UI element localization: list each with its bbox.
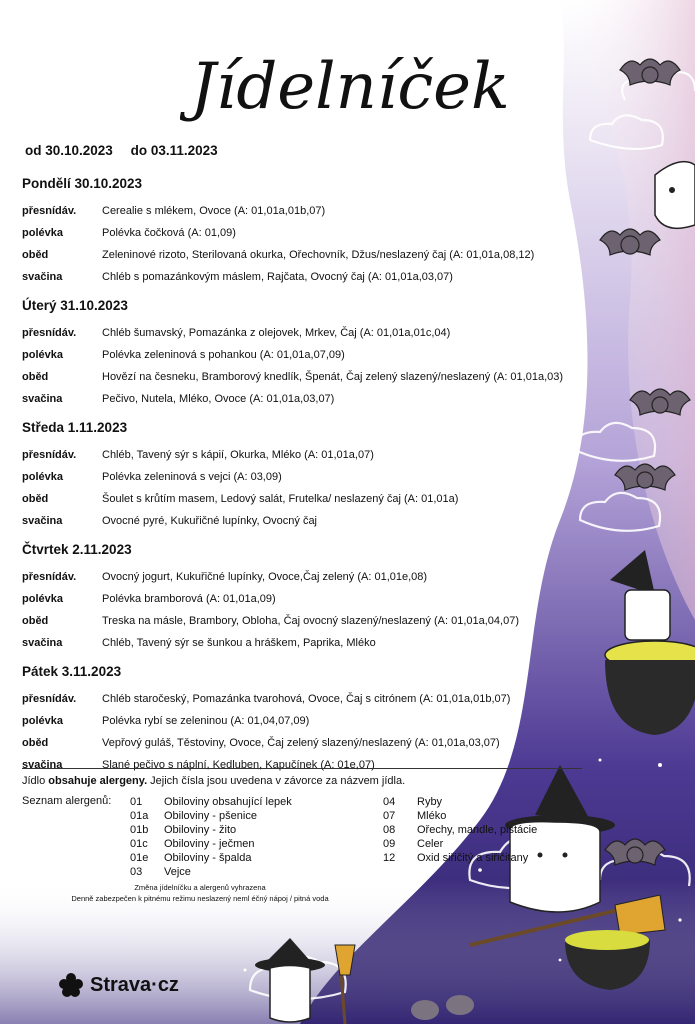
allergen-item — [383, 809, 603, 823]
meal-row — [22, 466, 622, 488]
day-title: Pátek 3.11.2023 — [22, 664, 122, 679]
strava-logo — [58, 970, 179, 1000]
meal-text: Ovocný jogurt, Kukuřičné lupínky, Ovoce,Čaj zelený (A: 01,01e,08) — [102, 571, 428, 583]
meal-label: svačina — [22, 393, 63, 405]
allergen-name: Obiloviny - žito — [164, 824, 237, 836]
allergen-code: 01c — [130, 838, 148, 850]
meal-label: oběd — [22, 493, 49, 505]
allergen-code: 04 — [383, 796, 396, 808]
meal-label: přesnídáv. — [22, 693, 77, 705]
meal-text: Treska na másle, Brambory, Obloha, Čaj ovocný slazený/neslazený (A: 01,01a,04,07) — [102, 615, 519, 627]
allergen-column-2 — [383, 795, 603, 865]
allergen-code: 12 — [383, 852, 396, 864]
date-from: od 30.10.2023 — [25, 143, 113, 158]
allergen-list-label: Seznam alergenů: — [22, 795, 112, 807]
meal-label: oběd — [22, 249, 49, 261]
meal-text: Zeleninové rizoto, Sterilovaná okurka, Ořechovník, Džus/neslazený čaj (A: 01,01a,08,12) — [102, 249, 535, 261]
meal-text: Chléb, Tavený sýr s kápií, Okurka, Mléko (A: 01,01a,07) — [102, 449, 374, 461]
day-title: Úterý 31.10.2023 — [22, 298, 128, 313]
allergen-name: Ořechy, mandle, pistácie — [417, 824, 538, 836]
allergen-name: Obiloviny - pšenice — [164, 810, 257, 822]
meal-text: Ovocné pyré, Kukuřičné lupínky, Ovocný čaj — [102, 515, 318, 527]
meal-row — [22, 244, 622, 266]
date-to: do 03.11.2023 — [130, 143, 218, 158]
meal-label: oběd — [22, 737, 49, 749]
meal-text: Hovězí na česneku, Bramborový knedlík, Špenát, Čaj zelený slazený/neslazený (A: 01,01a,03) — [102, 371, 564, 383]
meal-label: polévka — [22, 349, 63, 361]
allergen-name: Ryby — [417, 796, 443, 808]
day-section — [22, 416, 622, 532]
meal-row — [22, 366, 622, 388]
meal-label: přesnídáv. — [22, 571, 77, 583]
allergen-note-prefix: Jídlo — [22, 775, 49, 787]
meal-text: Polévka zeleninová s pohankou (A: 01,01a,07,09) — [102, 349, 345, 361]
meal-text: Polévka zeleninová s vejci (A: 03,09) — [102, 471, 282, 483]
allergen-item — [130, 795, 390, 809]
allergen-name: Oxid siřičitý a siřičitany — [417, 852, 529, 864]
allergen-item — [130, 809, 390, 823]
allergen-item — [130, 823, 390, 837]
allergen-code: 09 — [383, 838, 396, 850]
allergen-name: Obiloviny - ječmen — [164, 838, 255, 850]
allergen-name: Vejce — [164, 866, 191, 878]
meal-row — [22, 344, 622, 366]
meal-row — [22, 632, 622, 654]
allergen-note-bold: obsahuje alergeny. — [48, 775, 148, 787]
meal-label: svačina — [22, 759, 63, 771]
allergen-name: Obiloviny - špalda — [164, 852, 252, 864]
meal-label: svačina — [22, 271, 63, 283]
allergen-item — [130, 865, 390, 879]
meal-row — [22, 510, 622, 532]
allergen-item — [130, 837, 390, 851]
allergen-item — [383, 851, 603, 865]
allergen-code: 08 — [383, 824, 396, 836]
meal-text: Chléb, Tavený sýr se šunkou a hráškem, Paprika, Mléko — [102, 637, 376, 649]
day-title: Středa 1.11.2023 — [22, 420, 128, 435]
allergen-code: 03 — [130, 866, 143, 878]
meal-row — [22, 322, 622, 344]
day-section — [22, 538, 622, 654]
meal-label: oběd — [22, 371, 49, 383]
meal-row — [22, 566, 622, 588]
meal-text: Polévka rybí se zeleninou (A: 01,04,07,09) — [102, 715, 310, 727]
meal-row — [22, 444, 622, 466]
meal-label: svačina — [22, 515, 63, 527]
meal-text: Polévka bramborová (A: 01,01a,09) — [102, 593, 276, 605]
divider — [22, 768, 582, 769]
meal-text: Vepřový guláš, Těstoviny, Ovoce, Čaj zelený slazený/neslazený (A: 01,01a,03,07) — [102, 737, 500, 749]
meal-label: polévka — [22, 593, 63, 605]
allergen-item — [383, 823, 603, 837]
meal-label: oběd — [22, 615, 49, 627]
allergen-item — [383, 837, 603, 851]
footnote-line-1: Změna jídelníčku a alergenů vyhrazena — [134, 883, 266, 892]
meal-label: polévka — [22, 227, 63, 239]
meal-row — [22, 222, 622, 244]
day-section — [22, 660, 622, 776]
allergen-code: 07 — [383, 810, 396, 822]
meal-row — [22, 754, 622, 776]
meal-label: přesnídáv. — [22, 449, 77, 461]
allergen-code: 01a — [130, 810, 149, 822]
footnote-line-2: Denně zabezpečen k pitnému režimu neslazený neml éčný nápoj / pitná voda — [71, 894, 329, 903]
date-range — [25, 143, 232, 158]
allergen-name: Celer — [417, 838, 444, 850]
paw-flower-icon — [58, 972, 84, 998]
meal-row — [22, 610, 622, 632]
meal-text: Cerealie s mlékem, Ovoce (A: 01,01a,01b,07) — [102, 205, 326, 217]
meal-row — [22, 732, 622, 754]
meal-row — [22, 266, 622, 288]
meal-row — [22, 688, 622, 710]
allergen-code: 01b — [130, 824, 149, 836]
allergen-code: 01 — [130, 796, 143, 808]
day-section — [22, 294, 622, 410]
meal-text: Slané pečivo s náplní, Kedluben, Kapučínek (A: 01e,07) — [102, 759, 375, 771]
allergen-code: 01e — [130, 852, 149, 864]
allergen-note — [22, 775, 405, 787]
allergen-name: Mléko — [417, 810, 447, 822]
page-title — [180, 30, 520, 150]
meal-row — [22, 710, 622, 732]
meal-text: Chléb šumavský, Pomazánka z olejovek, Mrkev, Čaj (A: 01,01a,01c,04) — [102, 327, 451, 339]
meal-row — [22, 488, 622, 510]
page-title-text: Jídelníček — [190, 50, 510, 124]
meal-label: svačina — [22, 637, 63, 649]
allergen-item — [383, 795, 603, 809]
day-section — [22, 172, 622, 288]
allergen-name: Obiloviny obsahující lepek — [164, 796, 292, 808]
meal-text: Chléb s pomazánkovým máslem, Rajčata, Ovocný čaj (A: 01,01a,03,07) — [102, 271, 453, 283]
allergen-note-suffix: Jejich čísla jsou uvedena v závorce za názvem jídla. — [147, 775, 406, 787]
meal-label: přesnídáv. — [22, 327, 77, 339]
allergen-column-1 — [130, 795, 390, 879]
meal-row — [22, 388, 622, 410]
meal-row — [22, 588, 622, 610]
footnote — [30, 882, 370, 904]
meal-label: polévka — [22, 471, 63, 483]
meal-text: Pečivo, Nutela, Mléko, Ovoce (A: 01,01a,03,07) — [102, 393, 335, 405]
meal-row — [22, 200, 622, 222]
meal-text: Chléb staročeský, Pomazánka tvarohová, Ovoce, Čaj s citrónem (A: 01,01a,01b,07) — [102, 693, 511, 705]
weekly-menu — [22, 172, 622, 782]
day-title: Pondělí 30.10.2023 — [22, 176, 143, 191]
meal-label: polévka — [22, 715, 63, 727]
meal-label: přesnídáv. — [22, 205, 77, 217]
logo-text: Strava·cz — [90, 973, 179, 996]
meal-text: Šoulet s krůtím masem, Ledový salát, Frutelka/ neslazený čaj (A: 01,01a) — [102, 493, 459, 505]
meal-text: Polévka čočková (A: 01,09) — [102, 227, 236, 239]
day-title: Čtvrtek 2.11.2023 — [22, 542, 132, 557]
allergen-item — [130, 851, 390, 865]
